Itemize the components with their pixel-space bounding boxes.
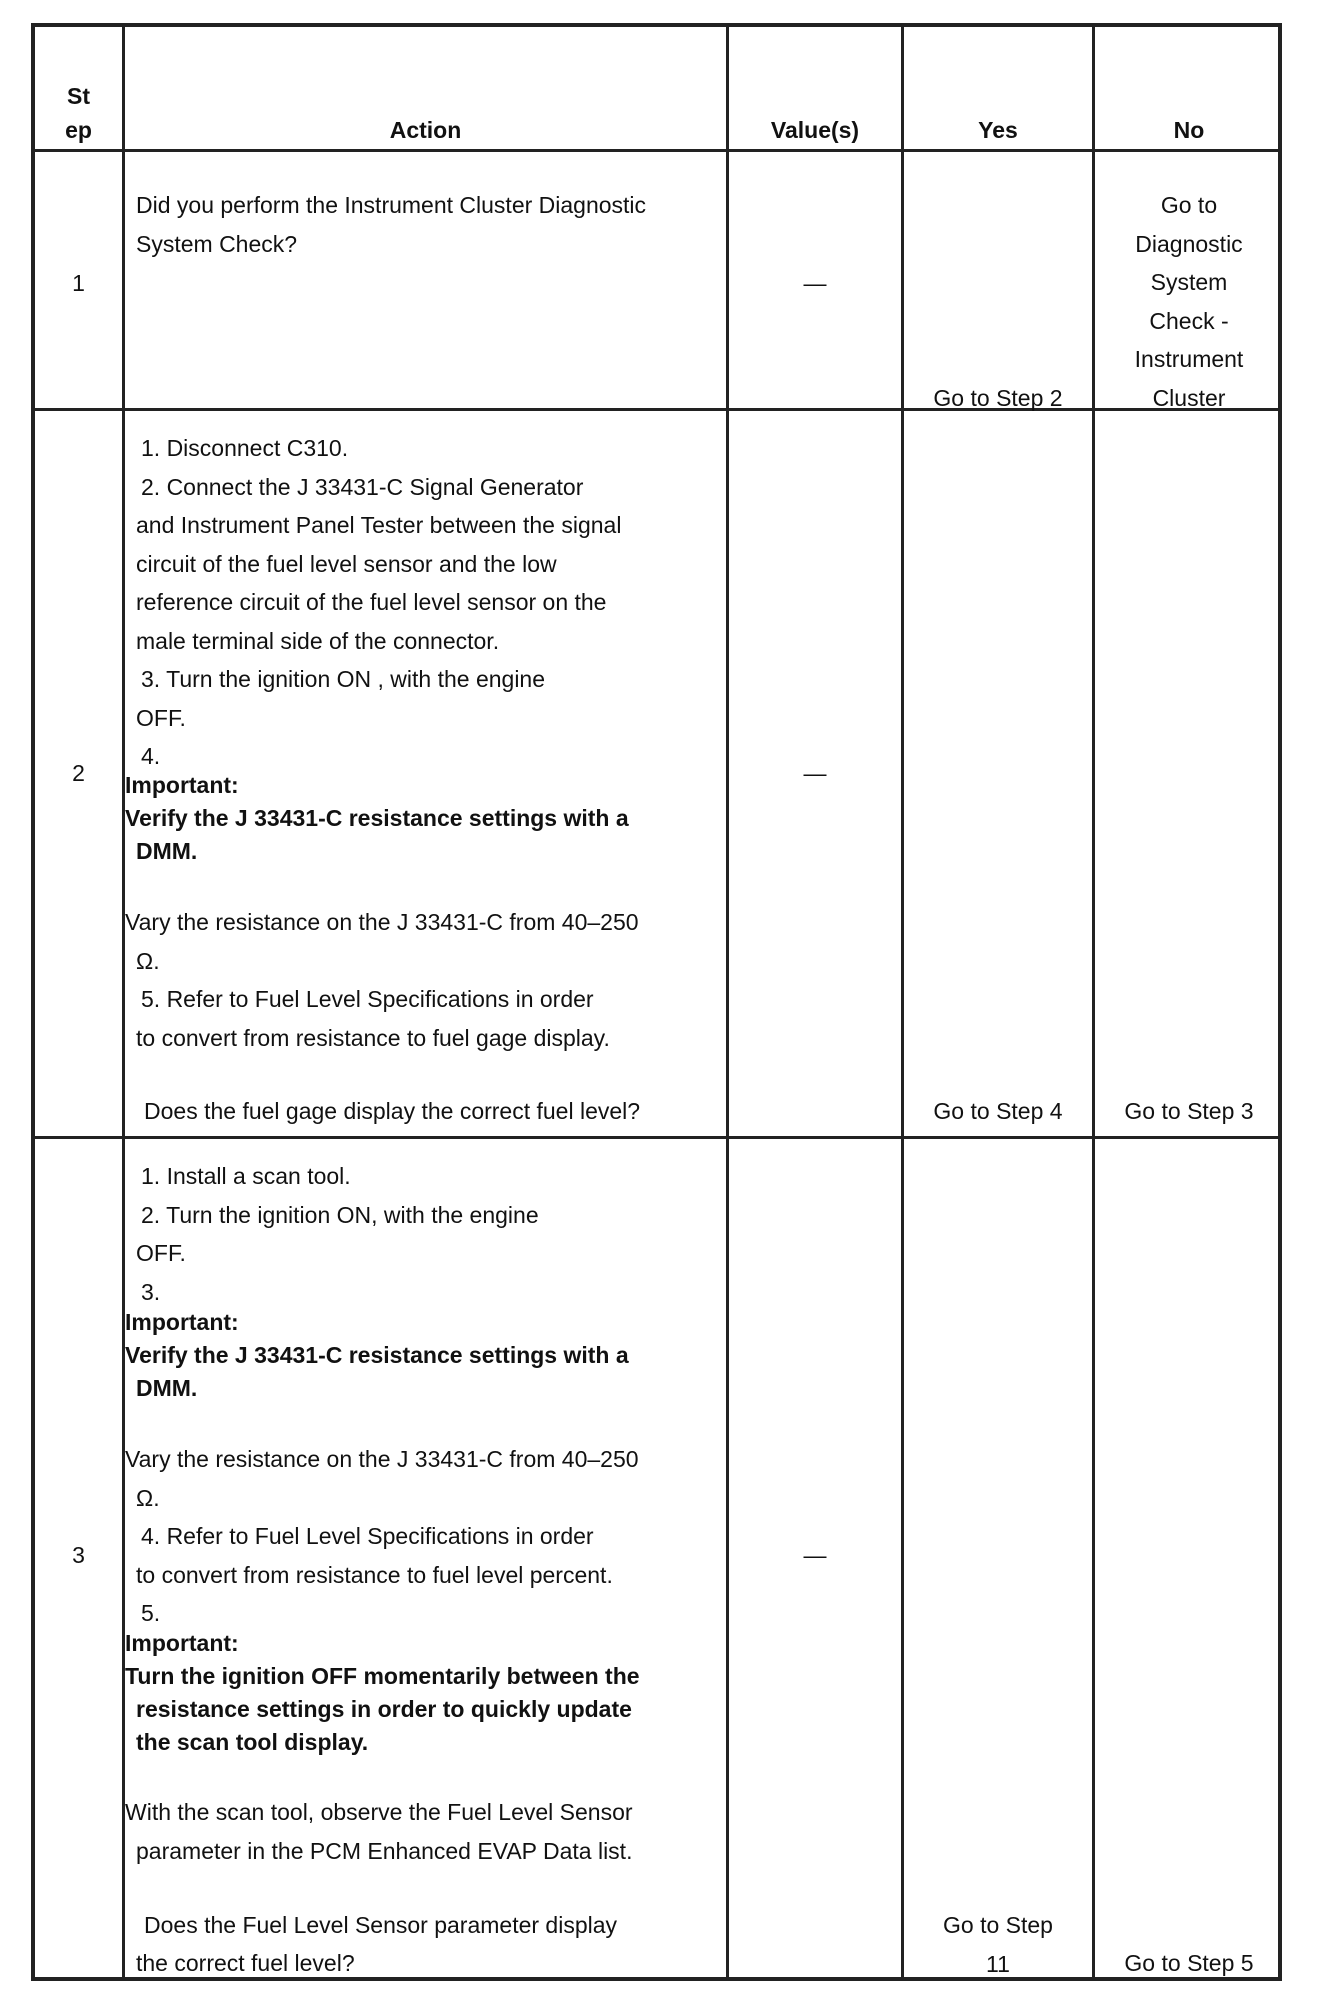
action-line: male terminal side of the connector. [136, 628, 500, 654]
action-line: circuit of the fuel level sensor and the low [136, 551, 557, 577]
action-line: reference circuit of the fuel level sensor on the [136, 589, 607, 615]
important-label: Important: [125, 1630, 239, 1656]
action-line: to convert from resistance to fuel level percent. [136, 1562, 613, 1588]
header-values: Value(s) [770, 117, 860, 143]
important-note: Turn the ignition OFF momentarily between the [125, 1663, 640, 1689]
action-line: Ω. [136, 1485, 160, 1511]
no-link-line: Diagnostic [1135, 230, 1243, 257]
column-divider [901, 27, 904, 1977]
value-cell: — [803, 1542, 827, 1568]
column-divider [726, 27, 729, 1977]
row-divider [35, 1136, 1278, 1139]
important-label: Important: [125, 1309, 239, 1335]
no-link[interactable]: Go to Step 3 [1124, 1098, 1254, 1124]
action-line: 2. Turn the ignition ON, with the engine [141, 1202, 539, 1228]
action-question: Does the Fuel Level Sensor parameter display [144, 1912, 618, 1938]
header-step [35, 79, 122, 147]
header-yes: Yes [978, 117, 1018, 143]
action-line: 1. Install a scan tool. [141, 1163, 351, 1189]
header-no: No [1173, 117, 1205, 143]
yes-link-line: Go to Step [943, 1912, 1053, 1938]
value-cell: — [803, 760, 827, 786]
important-note: DMM. [136, 838, 198, 864]
action-line: OFF. [136, 1240, 186, 1266]
step-number: 2 [72, 760, 85, 786]
no-link-line: Cluster [1152, 384, 1226, 411]
yes-link[interactable]: Go to Step 4 [933, 1098, 1063, 1124]
action-line: System Check? [136, 231, 298, 257]
action-line: 2. Connect the J 33431-C Signal Generator [141, 474, 584, 500]
yes-link[interactable]: Go to Step 2 [933, 385, 1063, 411]
step-number: 1 [72, 270, 85, 296]
action-line: 5. [141, 1600, 161, 1626]
header-step-line1: St [67, 83, 90, 109]
no-link[interactable]: Go to Step 5 [1124, 1950, 1254, 1976]
no-link-line: System [1150, 269, 1228, 295]
yes-link[interactable] [904, 1906, 1092, 1983]
no-link-line: Check - [1149, 307, 1229, 334]
header-action: Action [389, 117, 462, 143]
important-note: DMM. [136, 1375, 198, 1401]
step-number: 3 [72, 1542, 85, 1568]
diagnostic-table [31, 23, 1282, 1981]
no-link-line: Instrument [1134, 346, 1244, 372]
value-cell: — [803, 270, 827, 296]
action-line: 3. Turn the ignition ON , with the engine [141, 666, 546, 692]
row-divider [35, 149, 1278, 152]
action-line: Did you perform the Instrument Cluster Diagnostic [136, 192, 647, 218]
action-line: Vary the resistance on the J 33431-C from 40–250 [125, 1446, 639, 1472]
important-note: Verify the J 33431-C resistance settings with a [125, 1342, 629, 1368]
no-link[interactable] [1095, 186, 1283, 417]
action-line: to convert from resistance to fuel gage display. [136, 1025, 610, 1051]
action-line: and Instrument Panel Tester between the signal [136, 512, 622, 538]
action-line: parameter in the PCM Enhanced EVAP Data list. [136, 1838, 633, 1864]
action-line: Ω. [136, 948, 160, 974]
action-line: Vary the resistance on the J 33431-C from 40–250 [125, 909, 639, 935]
important-note: the scan tool display. [136, 1729, 369, 1755]
action-line: 1. Disconnect C310. [141, 435, 349, 461]
action-line: 5. Refer to Fuel Level Specifications in order [141, 986, 594, 1012]
yes-link-line: 11 [986, 1950, 1010, 1977]
action-line: 3. [141, 1279, 161, 1305]
important-label: Important: [125, 772, 239, 798]
important-note: resistance settings in order to quickly update [136, 1696, 632, 1722]
action-line: 4. [141, 743, 161, 769]
header-step-line2: ep [65, 117, 92, 143]
action-line: 4. Refer to Fuel Level Specifications in order [141, 1523, 594, 1549]
action-line: OFF. [136, 705, 186, 731]
no-link-line: Go to [1160, 192, 1218, 218]
action-question: Does the fuel gage display the correct fuel level? [144, 1098, 641, 1124]
action-question: the correct fuel level? [136, 1950, 355, 1976]
action-line: With the scan tool, observe the Fuel Level Sensor [125, 1799, 633, 1825]
important-note: Verify the J 33431-C resistance settings with a [125, 805, 629, 831]
